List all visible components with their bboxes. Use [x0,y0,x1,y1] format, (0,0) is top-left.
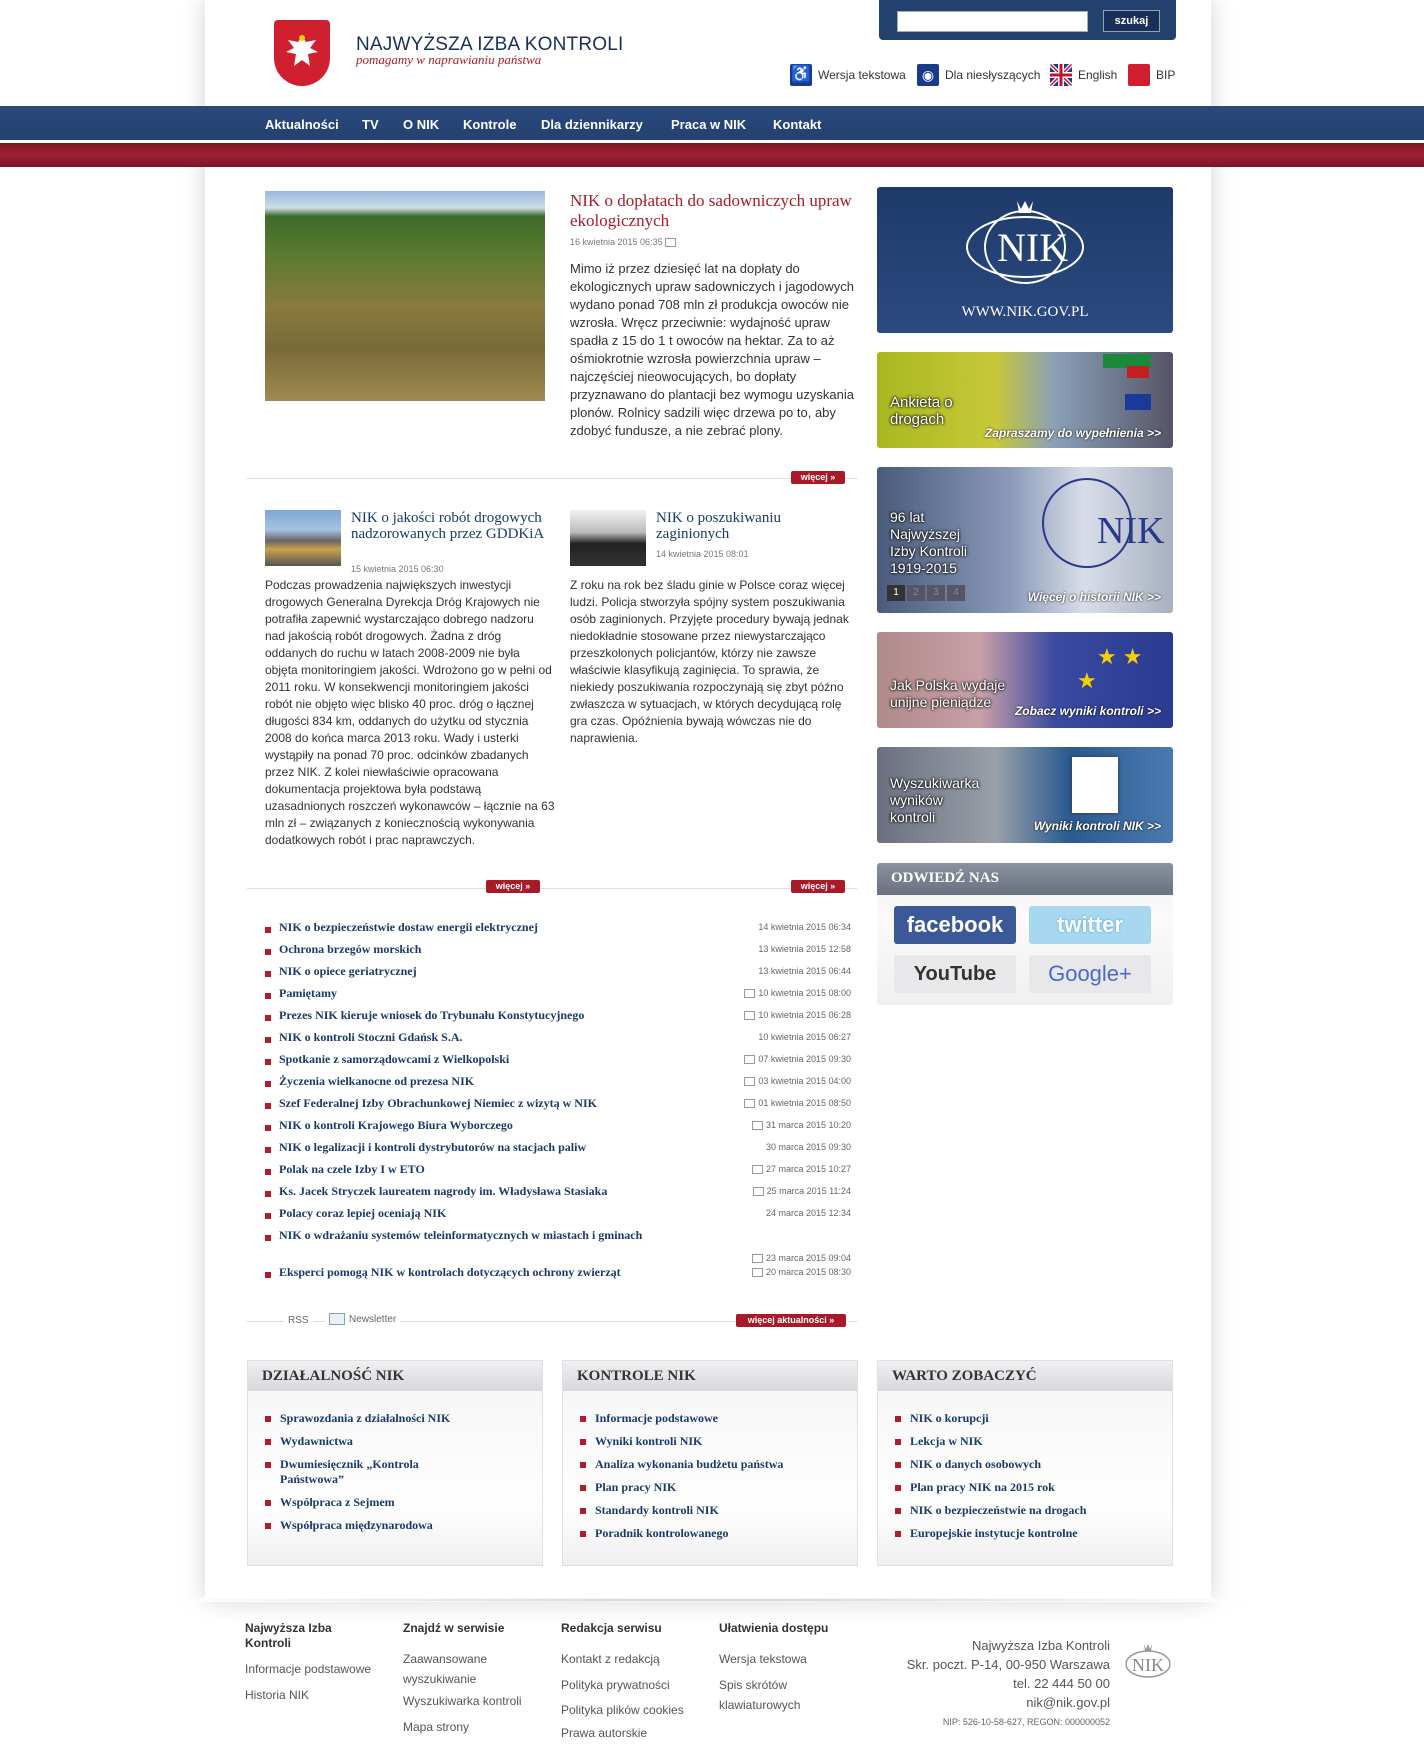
address-line: Skr. poczt. P-14, 00-950 Warszawa [906,1657,1110,1672]
news-item-date: 07 kwietnia 2015 09:30 [744,1054,851,1064]
video-icon [752,1165,763,1174]
news-item-title[interactable]: Ochrona brzegów morskich [279,942,422,956]
news-item-title[interactable]: NIK o legalizacji i kontroli dystrybutorów na stacjach paliw [279,1140,587,1154]
news-item-title[interactable]: Prezes NIK kieruje wniosek do Trybunału Konstytucyjnego [279,1008,585,1022]
video-icon [752,1254,763,1263]
news-item-date: 24 marca 2015 12:34 [765,1208,851,1218]
news-item-title[interactable]: NIK o kontroli Krajowego Biura Wyborczego [279,1118,513,1132]
video-icon [744,1077,755,1086]
footer-link[interactable]: Mapa strony [403,1720,470,1734]
box-link[interactable]: Informacje podstawowe [595,1411,718,1425]
news-item-title[interactable]: Polacy coraz lepiej oceniają NIK [279,1206,447,1220]
news-item-date: 14 kwietnia 2015 06:34 [758,922,851,932]
box-warto [877,1360,1173,1566]
news-item-date: 20 marca 2015 08:30 [752,1267,851,1277]
bullet-icon [265,1416,271,1422]
bullet-icon [265,1523,271,1529]
footer-link[interactable]: Spis skrótów klawiaturowych [719,1678,801,1712]
secondary-body-2: Z roku na rok bez śladu ginie w Polsce coraz więcej ludzi. Policja stworzyła spójny system poszukiwania osób zaginionych. Przyjęte procedury bywają jednak niedokładnie stosowane przez niewystarczająco przeszkolonych policjantów, którzy nie zawsze właściwie klasyfikują zaginięcia. To sprawia, że niekiedy poszukiwania rozpoczynają się zbyt późno zwłaszcza w sytuacjach, w których decydującą rolę gra czas. Opóźnienia bywają wówczas nie do naprawienia. [570,578,849,745]
nav-item-kontakt[interactable]: Kontakt [773,117,822,132]
box-link[interactable]: Współpraca międzynarodowa [280,1518,433,1532]
bullet-icon [895,1416,901,1422]
history-page-2[interactable]: 2 [907,585,925,601]
svg-text:NIK: NIK [997,225,1069,270]
history-title: 96 lat Najwyższej Izby Kontroli 1919-2015 [890,509,968,576]
search-input[interactable] [897,11,1088,32]
site-slogan: pomagamy w naprawianiu państwa [356,52,542,67]
video-icon [744,1011,755,1020]
svg-text:NIK: NIK [1097,510,1165,552]
news-item-date: 30 marca 2015 09:30 [765,1142,851,1152]
box-link[interactable]: Standardy kontroli NIK [595,1503,719,1517]
newsletter-link[interactable]: Newsletter [325,1313,400,1325]
news-item-date: 13 kwietnia 2015 12:58 [758,944,851,954]
box-link[interactable]: Poradnik kontrolowanego [595,1526,729,1540]
footer-link[interactable]: Polityka prywatności [561,1678,670,1692]
footer-address [870,1636,1110,1732]
bullet-icon [265,1213,271,1219]
video-icon [752,1268,763,1277]
box-link[interactable]: Analiza wykonania budżetu państwa [595,1457,784,1471]
box-link[interactable]: Dwumiesięcznik „Kontrola Państwowa” [280,1457,419,1486]
social-panel [877,863,1173,1005]
footer-divider [120,1598,1304,1602]
roads-thumbnail[interactable] [265,510,341,566]
news-item-title[interactable]: Pamiętamy [279,986,337,1000]
bullet-icon [580,1416,586,1422]
news-item-title[interactable]: Spotkanie z samorządowcami z Wielkopolski [279,1052,510,1066]
box-dzialalnosc-title: DZIAŁALNOŚĆ NIK [248,1361,542,1391]
bullet-icon [895,1531,901,1537]
audit-search-banner[interactable] [877,747,1173,843]
bullet-icon [265,1462,271,1468]
secondary-more-button-2[interactable]: więcej » [791,880,845,893]
nav-item-aktualnosci[interactable]: Aktualności [265,117,339,132]
history-page-3[interactable]: 3 [927,585,945,601]
email-link[interactable]: nik@nik.gov.pl [1026,1695,1110,1710]
svg-text:NIK: NIK [1132,1655,1164,1675]
eu-funds-title: Jak Polska wydaje unijne pieniądze [890,677,1006,710]
history-slider[interactable] [877,467,1173,613]
nav-item-praca[interactable]: Praca w NIK [671,117,747,132]
uk-flag-icon [1050,64,1072,86]
route-sign-icon [1127,366,1149,378]
box-link[interactable]: Wyniki kontroli NIK [595,1434,703,1448]
nav-item-o-nik[interactable]: O NIK [403,117,440,132]
footer-col-head: Redakcja serwisu [561,1621,662,1635]
history-pagination [887,585,965,601]
box-link[interactable]: Lekcja w NIK [910,1434,983,1448]
nav-item-kontrole[interactable]: Kontrole [463,117,517,132]
eu-funds-link[interactable]: Zobacz wyniki kontroli >> [1014,704,1161,718]
bullet-icon [265,949,271,955]
bullet-icon [265,1125,271,1131]
nav-item-tv[interactable]: TV [362,117,379,132]
box-link[interactable]: Współpraca z Sejmem [280,1495,395,1509]
social-heading: ODWIEDŹ NAS [877,863,1173,895]
secondary-title-2[interactable]: NIK o poszukiwaniu zaginionych [656,510,781,542]
footer-col-head: Ułatwienia dostępu [719,1621,829,1635]
gallery-icon [744,989,755,998]
news-item-date: 27 marca 2015 10:27 [752,1164,851,1174]
history-link[interactable]: Więcej o historii NIK >> [1027,590,1161,604]
audit-search-title: Wyszukiwarka wyników kontroli [890,775,980,825]
news-item-date: 10 kwietnia 2015 06:28 [744,1010,851,1020]
bullet-icon [265,1059,271,1065]
news-item-title[interactable]: NIK o kontroli Stoczni Gdańsk S.A. [279,1030,463,1044]
secondary-title-1[interactable]: NIK o jakości robót drogowych nadzorowanych przez GDDKiA [351,510,545,542]
gallery-icon [665,238,676,247]
missing-people-thumbnail[interactable] [570,510,646,566]
gallery-video-icon [744,1055,755,1064]
nav-item-dziennikarze[interactable]: Dla dziennikarzy [541,117,643,132]
video-icon [752,1121,763,1130]
survey-banner[interactable] [877,352,1173,448]
footer-col-head[interactable]: Najwyższa Izba Kontroli [245,1621,332,1650]
bullet-icon [895,1508,901,1514]
bullet-icon [265,1081,271,1087]
youtube-link[interactable]: YouTube [894,955,1016,993]
news-item-date: 03 kwietnia 2015 04:00 [744,1076,851,1086]
footer-link[interactable]: Wersja tekstowa [719,1652,807,1666]
bullet-icon [265,1500,271,1506]
bip-icon [1128,64,1150,86]
lead-date: 16 kwietnia 2015 06:35 [570,237,679,247]
search-button[interactable]: szukaj [1103,10,1160,32]
bullet-icon [265,1439,271,1445]
box-link[interactable]: Sprawozdania z działalności NIK [280,1411,451,1425]
more-news-button[interactable]: więcej aktualności » [736,1314,846,1327]
twitter-link[interactable]: twitter [1029,906,1151,944]
news-item-date: 25 marca 2015 11:24 [753,1186,851,1196]
bullet-icon [265,1169,271,1175]
bullet-icon [895,1439,901,1445]
site-title[interactable]: NAJWYŻSZA IZBA KONTROLI [356,34,624,55]
news-item-title[interactable]: Życzenia wielkanocne od prezesa NIK [279,1074,475,1088]
news-item-title[interactable]: Szef Federalnej Izby Obrachunkowej Niemiec z wizytą w NIK [279,1096,597,1110]
news-item-title[interactable]: NIK o wdrażaniu systemów teleinformatycznych w miastach i gminach [279,1228,643,1242]
footer-link[interactable]: Zaawansowane wyszukiwanie [403,1652,488,1686]
footer-link[interactable]: Prawa autorskie [561,1726,648,1740]
bullet-icon [265,1147,271,1153]
eagle-emblem-icon[interactable] [274,20,330,86]
nik-footer-logo-icon[interactable] [1122,1640,1174,1684]
box-link[interactable]: NIK o bezpieczeństwie na drogach [910,1503,1087,1517]
news-item-title[interactable]: NIK o bezpieczeństwie dostaw energii elektrycznej [279,920,538,934]
motorway-sign-icon [1125,394,1151,410]
deaf-link[interactable]: ◉ Dla niesłyszących [917,64,1040,86]
divider [247,478,857,479]
footer-link[interactable]: Kontakt z redakcją [561,1652,660,1666]
news-item-date: 10 kwietnia 2015 06:27 [758,1032,851,1042]
footer-link[interactable]: Polityka plików cookies [561,1703,684,1717]
footer-link[interactable]: Informacje podstawowe [245,1662,372,1676]
bullet-icon [580,1485,586,1491]
bullet-icon [265,1103,271,1109]
lead-body: Mimo iż przez dziesięć lat na dopłaty do ekologicznych upraw sadowniczych i jagodowych wydano ponad 708 mln zł produkcja owoców nie wzrosła. Wręcz przeciwnie: wydajność upraw spadła z 15 do 1 t owoców na hektar. Za to aż ośmiokrotnie wzrosła powierzchnia upraw – najczęściej nieowocujących, bo dopłaty przyznawano do plantacji bez wymogu uzyskania plonów. Rolnicy sadzili więc drzewa po to, aby zdobyć fundusze, a nie zebrać plony. [570,261,854,438]
text-version-link[interactable]: ♿ Wersja tekstowa [790,64,906,86]
bullet-icon [265,1235,271,1241]
news-item-title[interactable]: NIK o opiece geriatrycznej [279,964,417,978]
bullet-icon [265,1037,271,1043]
bullet-icon [265,927,271,933]
bullet-icon [265,1272,271,1278]
wheelchair-icon: ♿ [790,64,812,86]
nik-gov-banner[interactable] [877,187,1173,333]
secondary-date-1: 15 kwietnia 2015 06:30 [351,564,444,574]
box-warto-title: WARTO ZOBACZYĆ [878,1361,1172,1391]
divider [247,888,857,889]
bullet-icon [895,1485,901,1491]
bullet-icon [580,1462,586,1468]
main-nav [0,106,1424,143]
box-link[interactable]: NIK o korupcji [910,1411,989,1425]
box-link[interactable]: Plan pracy NIK [595,1480,677,1494]
gallery-icon [744,1099,755,1108]
box-kontrole-title: KONTROLE NIK [563,1361,857,1391]
news-item-date: 31 marca 2015 10:20 [752,1120,851,1130]
tax-ids: NIP: 526-10-58-627, REGON: 000000052 [942,1717,1110,1727]
footer-col-head: Znajdź w serwisie [403,1621,505,1635]
news-item-date: 01 kwietnia 2015 08:50 [744,1098,851,1108]
footer-link[interactable]: Wyszukiwarka kontroli [403,1694,522,1708]
survey-link[interactable]: Zapraszamy do wypełnienia >> [984,426,1161,440]
ear-icon: ◉ [917,64,939,86]
bullet-icon [580,1439,586,1445]
search-form [879,0,1176,40]
history-page-1[interactable]: 1 [887,585,905,601]
lead-more-button[interactable]: więcej » [791,471,845,484]
eu-star-icon: ★ [1077,668,1097,693]
box-link[interactable]: Europejskie instytucje kontrolne [910,1526,1078,1540]
box-link[interactable]: Wydawnictwa [280,1434,353,1448]
box-dzialalnosc [247,1360,543,1566]
history-page-4[interactable]: 4 [947,585,965,601]
news-item-date: 13 kwietnia 2015 06:44 [758,966,851,976]
survey-title: Ankieta o drogach [890,394,953,428]
bullet-icon [265,1191,271,1197]
lead-title[interactable]: NIK o dopłatach do sadowniczych upraw ekologicznych [570,191,852,230]
nik-logo-icon [957,197,1093,287]
bullet-icon [265,1015,271,1021]
secondary-more-button-1[interactable]: więcej » [486,880,540,893]
secondary-date-2: 14 kwietnia 2015 08:01 [656,549,749,559]
address-line: Najwyższa Izba Kontroli [972,1638,1110,1653]
news-item-title[interactable]: Eksperci pomogą NIK w kontrolach dotyczących ochrony zwierząt [279,1265,621,1279]
gallery-video-icon [753,1187,764,1196]
document-icon [1072,757,1118,813]
google-plus-link[interactable]: Google+ [1029,955,1151,993]
news-item-date: 23 marca 2015 09:04 [752,1253,851,1263]
facebook-link[interactable]: facebook [894,906,1016,944]
red-band [0,143,1424,167]
rss-link[interactable]: RSS [284,1315,313,1326]
secondary-body-1: Podczas prowadzenia największych inwestycji drogowych Generalna Dyrekcja Dróg Krajowych nie potrafiła zapewnić wystarczająco dobrego nadzoru nad jakością robót drogowych. Żadna z dróg oddanych do ruchu w latach 2008-2009 nie była objęta monitoringiem jakości. Wdrożono go w pełni od 2011 roku. W konsekwencji monitoringiem jakości robót nie objęto więc blisko 40 proc. dróg o łącznej długości 834 km, oddanych do użytku od stycznia 2008 do końca marca 2013 roku. Wady i usterki wystąpiły na ponad 70 proc. odcinków zbadanych przez NIK. Z kolei niewłaściwie opracowana dokumentacja projektowa była podstawą uzasadnionych roszczeń wykonawców – łącznie na 63 mln zł – związanych z koniecznością wykonywania dodatkowych robót i prac naprawczych. [265,578,555,847]
envelope-icon [329,1313,345,1325]
nik-url: WWW.NIK.GOV.PL [961,304,1089,320]
bullet-icon [895,1462,901,1468]
english-link[interactable]: English [1050,64,1117,86]
bullet-icon [580,1508,586,1514]
bullet-icon [265,971,271,977]
lead-image[interactable] [265,191,545,401]
news-item-title[interactable]: Polak na czele Izby I w ETO [279,1162,425,1176]
footer-link[interactable]: Historia NIK [245,1688,310,1702]
bip-link[interactable]: BIP [1128,64,1175,86]
news-item-title[interactable]: Ks. Jacek Stryczek laureatem nagrody im. Władysława Stasiaka [279,1184,608,1198]
address-line: tel. 22 444 50 00 [1013,1676,1110,1691]
box-link[interactable]: Plan pracy NIK na 2015 rok [910,1480,1055,1494]
eu-funds-banner[interactable] [877,632,1173,728]
bullet-icon [580,1531,586,1537]
bullet-icon [265,993,271,999]
box-link[interactable]: NIK o danych osobowych [910,1457,1042,1471]
box-kontrole [562,1360,858,1566]
audit-search-link[interactable]: Wyniki kontroli NIK >> [1033,819,1161,833]
nik-seal-icon [1027,473,1167,573]
eu-stars-icon: ★★ [1097,644,1149,669]
news-item-date: 10 kwietnia 2015 08:00 [744,988,851,998]
